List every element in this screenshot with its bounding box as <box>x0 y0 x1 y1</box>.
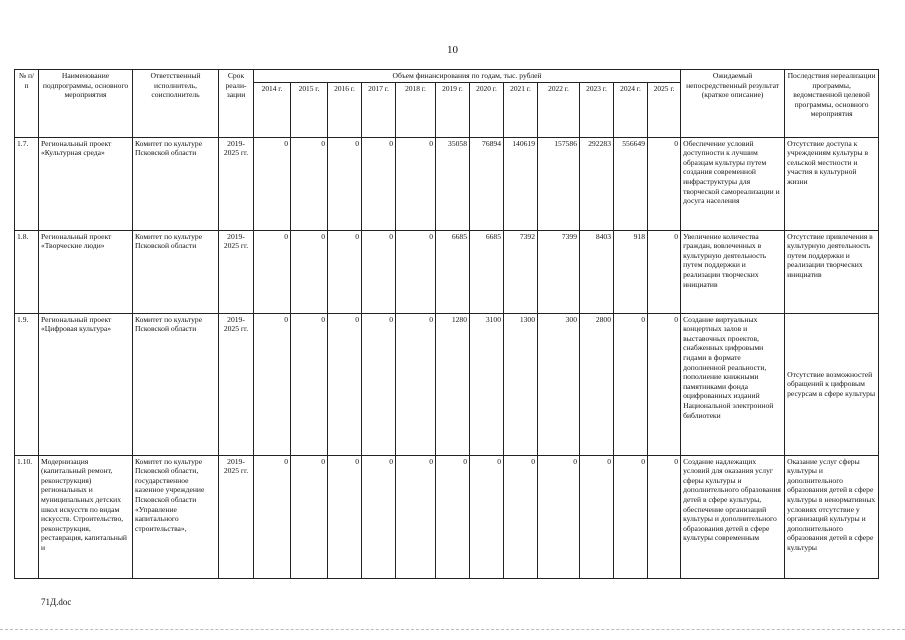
row-value: 8403 <box>580 230 614 313</box>
row-value: 0 <box>254 230 291 313</box>
row-value: 76894 <box>470 137 504 230</box>
row-value: 140619 <box>504 137 538 230</box>
row-value: 6685 <box>470 230 504 313</box>
header-year: 2016 г. <box>328 82 362 137</box>
row-value: 1300 <box>504 313 538 455</box>
row-value: 3100 <box>470 313 504 455</box>
row-result: Создание надлежащих условий для оказания услуг сферы культуры и дополнительного образования детей в сфере культуры, обеспечение организаций культуры и дополнительного образования детей в сфере культуры современным <box>681 455 785 578</box>
header-name: Наименование подпрограммы, основного мероприятия <box>39 70 133 138</box>
table-row <box>15 137 879 230</box>
row-value: 0 <box>328 137 362 230</box>
header-year: 2015 г. <box>291 82 328 137</box>
row-value: 0 <box>614 455 648 578</box>
header-funding: Объем финансирования по годам, тыс. рублей <box>254 70 681 83</box>
header-year: 2018 г. <box>396 82 436 137</box>
row-value: 157586 <box>538 137 580 230</box>
row-value: 0 <box>436 455 470 578</box>
table-row <box>15 230 879 313</box>
row-value: 0 <box>328 313 362 455</box>
header-year: 2025 г. <box>648 82 681 137</box>
row-number: 1.7. <box>15 137 39 230</box>
row-value: 7392 <box>504 230 538 313</box>
row-value: 918 <box>614 230 648 313</box>
header-term: Срок реали-зации <box>219 70 254 138</box>
row-value: 0 <box>254 313 291 455</box>
row-value: 0 <box>580 455 614 578</box>
row-consequence: Оказание услуг сферы культуры и дополнительного образования детей в сфере культуры в ненормативных условиях отсутствие у организаций культуры и дополнительного образования детей в сфере культуры <box>785 455 879 578</box>
row-value: 2800 <box>580 313 614 455</box>
row-value: 0 <box>291 313 328 455</box>
header-year: 2022 г. <box>538 82 580 137</box>
row-value: 0 <box>538 455 580 578</box>
row-value: 6685 <box>436 230 470 313</box>
row-term: 2019-2025 гг. <box>219 230 254 313</box>
scan-edge-line <box>0 629 905 630</box>
row-value: 0 <box>648 455 681 578</box>
header-row-1 <box>15 70 879 83</box>
row-term: 2019-2025 гг. <box>219 455 254 578</box>
row-executor: Комитет по культуре Псковской области <box>133 230 219 313</box>
row-value: 1280 <box>436 313 470 455</box>
row-value: 0 <box>362 230 396 313</box>
row-value: 0 <box>362 313 396 455</box>
program-table <box>14 69 879 579</box>
row-value: 556649 <box>614 137 648 230</box>
row-result: Обеспечение условий доступности к лучшим образцам культуры путем создания современной инфраструктуры для творческой самореализации и досуга населения <box>681 137 785 230</box>
row-value: 7399 <box>538 230 580 313</box>
row-value: 0 <box>504 455 538 578</box>
table-row <box>15 455 879 578</box>
row-value: 0 <box>328 230 362 313</box>
row-executor: Комитет по культуре Псковской области <box>133 313 219 455</box>
row-term: 2019-2025 гг. <box>219 137 254 230</box>
row-consequence: Отсутствие привлечения в культурную деятельность путем поддержки и реализации творческих инициатив <box>785 230 879 313</box>
header-year: 2024 г. <box>614 82 648 137</box>
row-executor: Комитет по культуре Псковской области, государственное казенное учреждение Псковской области «Управление капитального строительства», <box>133 455 219 578</box>
row-value: 0 <box>648 137 681 230</box>
row-name: Региональный проект «Творческие люди» <box>39 230 133 313</box>
row-value: 35058 <box>436 137 470 230</box>
row-value: 0 <box>470 455 504 578</box>
row-result: Увеличение количества граждан, вовлеченных в культурную деятельность путем поддержки и реализации творческих инициатив <box>681 230 785 313</box>
header-executor: Ответственный исполнитель, соисполнитель <box>133 70 219 138</box>
row-value: 0 <box>614 313 648 455</box>
row-value: 0 <box>648 230 681 313</box>
row-consequence: Отсутствие доступа к учреждениям культуры в сельской местности и участия в культурной жизни <box>785 137 879 230</box>
header-year: 2021 г. <box>504 82 538 137</box>
row-value: 292283 <box>580 137 614 230</box>
row-result: Создание виртуальных концертных залов и выставочных проектов, снабженных цифровыми гидами в формате дополненной реальности, пополнение книжными памятниками фонда оцифрованных изданий Национальной электронной библиотеки <box>681 313 785 455</box>
row-value: 0 <box>291 455 328 578</box>
header-year: 2014 г. <box>254 82 291 137</box>
row-value: 0 <box>396 230 436 313</box>
row-value: 0 <box>396 455 436 578</box>
row-value: 300 <box>538 313 580 455</box>
row-number: 1.9. <box>15 313 39 455</box>
row-executor: Комитет по культуре Псковской области <box>133 137 219 230</box>
row-value: 0 <box>254 137 291 230</box>
row-value: 0 <box>328 455 362 578</box>
header-year: 2020 г. <box>470 82 504 137</box>
table-row <box>15 313 879 455</box>
row-number: 1.10. <box>15 455 39 578</box>
header-consequence: Последствия нереализации программы, ведомственной целевой программы, основного мероприятия <box>785 70 879 138</box>
row-name: Региональный проект «Культурная среда» <box>39 137 133 230</box>
row-value: 0 <box>396 137 436 230</box>
file-name-footer: 71Д.doc <box>41 597 72 607</box>
row-value: 0 <box>396 313 436 455</box>
row-value: 0 <box>291 230 328 313</box>
row-value: 0 <box>362 137 396 230</box>
header-number: № п/п <box>15 70 39 138</box>
header-year: 2017 г. <box>362 82 396 137</box>
row-consequence: Отсутствие возможностей обращений к цифровым ресурсам в сфере культуры <box>785 313 879 455</box>
row-term: 2019-2025 гг. <box>219 313 254 455</box>
page-number: 10 <box>447 44 458 56</box>
header-year: 2023 г. <box>580 82 614 137</box>
row-value: 0 <box>254 455 291 578</box>
row-name: Региональный проект «Цифровая культура» <box>39 313 133 455</box>
header-result: Ожидаемый непосредственный результат (краткое описание) <box>681 70 785 138</box>
row-value: 0 <box>648 313 681 455</box>
row-value: 0 <box>362 455 396 578</box>
row-name: Модернизация (капитальный ремонт, реконструкция) региональных и муниципальных детских школ искусств по видам искусств. Строительство, реконструкция, реставрация, капитальный и <box>39 455 133 578</box>
row-value: 0 <box>291 137 328 230</box>
header-year: 2019 г. <box>436 82 470 137</box>
row-number: 1.8. <box>15 230 39 313</box>
